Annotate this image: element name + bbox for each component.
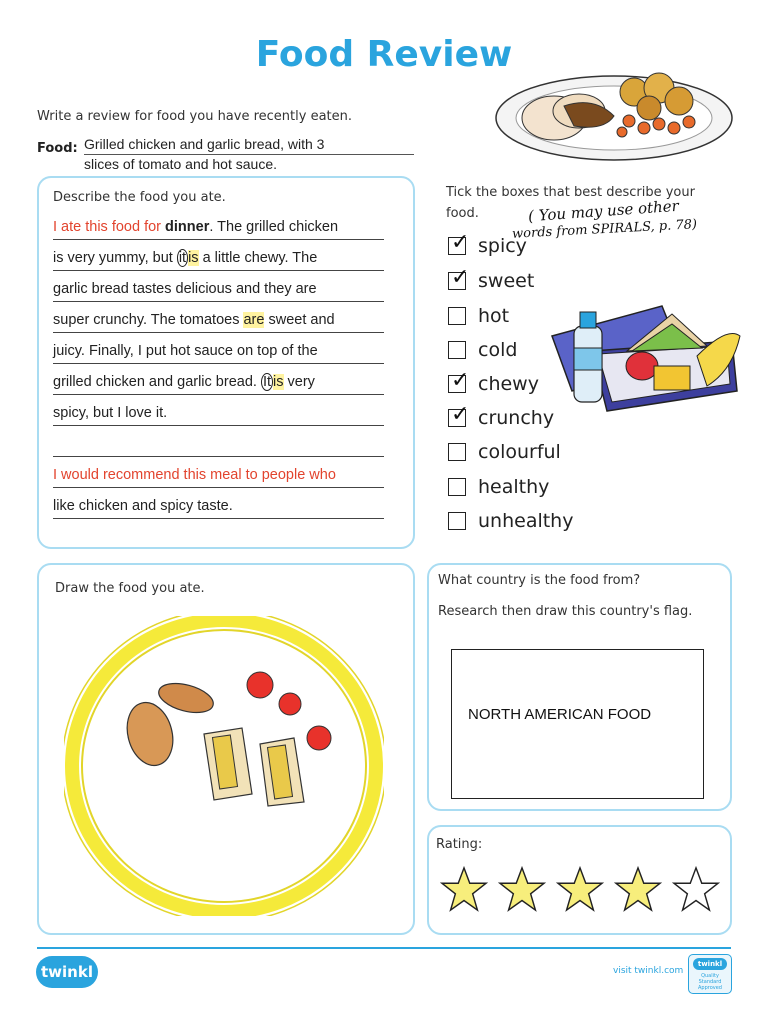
checkbox-label: crunchy (478, 407, 555, 429)
tick-prompt: Tick the boxes that best describe your food. (446, 185, 695, 221)
answer-line-4-a: super crunchy. The tomatoes (53, 312, 244, 328)
answer-line-2-circled: it (178, 250, 187, 266)
answer-line-2[interactable] (53, 247, 384, 271)
answer-line-1-red: I ate this food for (53, 219, 166, 235)
answer-line-6[interactable] (53, 371, 384, 395)
star-icon[interactable] (440, 865, 488, 913)
answer-line-2-highlight: is (188, 250, 199, 266)
checkbox[interactable] (448, 478, 466, 496)
food-answer-line-1[interactable]: Grilled chicken and garlic bread, with 3 (84, 135, 414, 155)
badge-text: Quality Standard Approved (698, 973, 722, 991)
star-icon[interactable] (672, 865, 720, 913)
check-mark-icon: ✓ (451, 265, 470, 290)
answer-line-10[interactable]: like chicken and spicy taste. (53, 495, 384, 519)
answer-line-3[interactable]: garlic bread tastes delicious and they are (53, 278, 384, 302)
handwritten-note-2: words from SPIRALS, p. 78) (511, 217, 698, 242)
checkbox-label: colourful (478, 441, 561, 463)
check-mark-icon: ✓ (451, 368, 470, 393)
badge-logo: twinkl (693, 958, 727, 970)
answer-line-8[interactable] (53, 433, 384, 457)
checkbox[interactable] (448, 230, 470, 255)
roast-dinner-illustration (494, 66, 734, 166)
checkbox[interactable] (448, 341, 466, 359)
answer-line-7[interactable]: spicy, but I love it. (53, 402, 384, 426)
intro-text: Write a review for food you have recently eaten. (37, 109, 353, 124)
flag-drawing-box[interactable] (451, 649, 704, 799)
checkbox-row-4[interactable] (448, 368, 539, 396)
answer-line-4-highlight: are (243, 312, 265, 328)
check-mark-icon: ✓ (451, 230, 470, 255)
star-icon[interactable] (556, 865, 604, 913)
checkbox-row-3[interactable] (448, 338, 517, 362)
star-icon[interactable] (498, 865, 546, 913)
answer-line-2-d: a little chewy. The (198, 250, 318, 266)
handwritten-note-1: ( You may use other (527, 196, 680, 226)
research-prompt: Research then draw this country's flag. (438, 604, 693, 619)
food-label: Food: (37, 141, 78, 156)
twinkl-logo[interactable]: twinkl (36, 956, 98, 988)
checkbox[interactable] (448, 368, 470, 393)
answer-line-6-a: grilled chicken and garlic bread. (53, 374, 261, 390)
checkbox-row-1[interactable] (448, 265, 535, 293)
country-question: What country is the food from? (438, 573, 641, 588)
footer-divider (37, 947, 731, 949)
checkbox-label: chewy (478, 373, 539, 395)
checkbox-label: healthy (478, 476, 550, 498)
checkbox-label: sweet (478, 270, 535, 292)
checkbox-row-6[interactable] (448, 440, 561, 464)
checkbox-label: hot (478, 305, 510, 327)
answer-line-4[interactable] (53, 309, 384, 333)
check-mark-icon: ✓ (451, 402, 470, 427)
answer-line-1-bold: dinner (165, 219, 210, 235)
answer-line-6-d: very (283, 374, 315, 390)
checkbox[interactable] (448, 443, 466, 461)
checkbox[interactable] (448, 265, 470, 290)
lunchbox-illustration (532, 296, 747, 416)
star-icon[interactable] (614, 865, 662, 913)
answer-line-4-c: sweet and (264, 312, 335, 328)
checkbox[interactable] (448, 307, 466, 325)
rating-stars (440, 865, 720, 913)
checkbox-label: unhealthy (478, 510, 574, 532)
answer-line-2-a: is very yummy, but (53, 250, 177, 266)
answer-line-6-circled: It (262, 374, 272, 390)
answer-line-6-highlight: is (273, 374, 284, 390)
checkbox-label: spicy (478, 235, 527, 257)
visit-link[interactable]: visit twinkl.com (613, 966, 684, 976)
checkbox-row-2[interactable] (448, 304, 509, 328)
checkbox[interactable] (448, 402, 470, 427)
answer-line-1[interactable] (53, 216, 384, 240)
recommend-prompt: I would recommend this meal to people who (53, 464, 384, 488)
page-title: Food Review (255, 34, 513, 75)
checkbox-label: cold (478, 339, 518, 361)
checkbox-row-7[interactable] (448, 475, 549, 499)
checkbox[interactable] (448, 512, 466, 530)
flag-text: NORTH AMERICAN FOOD (468, 706, 652, 723)
describe-prompt: Describe the food you ate. (53, 190, 226, 205)
checkbox-row-8[interactable] (448, 509, 573, 533)
answer-line-1-rest: . The grilled chicken (209, 219, 339, 235)
food-answer-line-2[interactable]: slices of tomato and hot sauce. (84, 156, 277, 172)
quality-badge (688, 954, 732, 994)
checkbox-row-0[interactable] (448, 230, 527, 258)
answer-line-5[interactable]: juicy. Finally, I put hot sauce on top of the (53, 340, 384, 364)
plate-drawing (64, 616, 384, 916)
rating-label: Rating: (436, 837, 483, 852)
draw-prompt: Draw the food you ate. (55, 581, 205, 596)
